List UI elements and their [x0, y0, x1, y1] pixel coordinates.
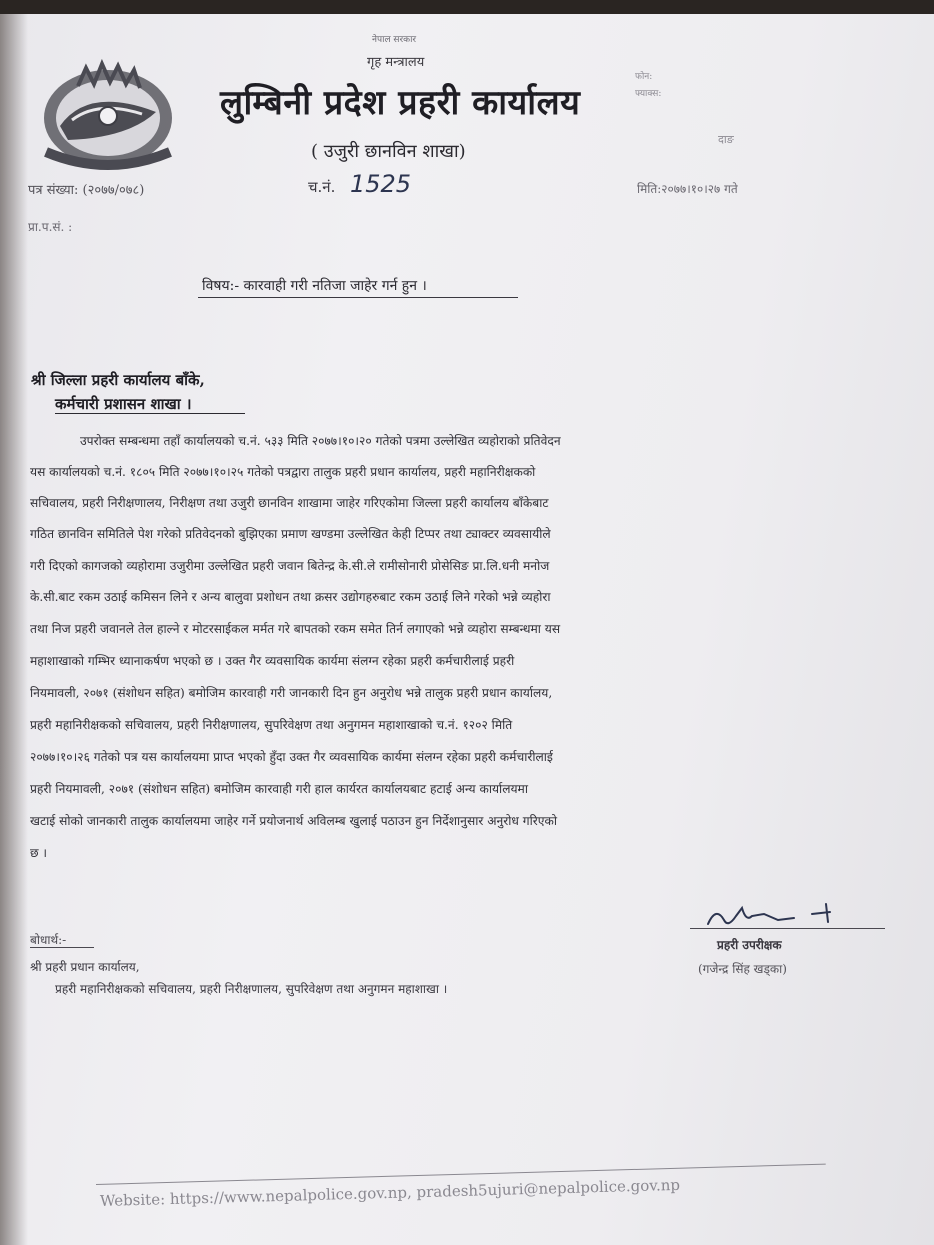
chalani-label: च.नं.	[308, 178, 336, 196]
office-title: लुम्बिनी प्रदेश प्रहरी कार्यालय	[220, 83, 581, 123]
subject-line: विषय:- कारवाही गरी नतिजा जाहेर गर्न हुन ।	[202, 278, 427, 294]
body-paragraph-line: नियमावली, २०७१ (संशोधन सहित) बमोजिम कारवाही गरी जानकारी दिन हुन अनुरोध भन्ने तालुक प्रहरी प्रधान कार्यालय,	[30, 686, 553, 700]
fax-label: फ्याक्स:	[635, 89, 662, 99]
body-paragraph-line: प्रहरी महानिरीक्षकको सचिवालय, प्रहरी निरीक्षणालय, सुपरिवेक्षण तथा अनुगमन महाशाखाको च.नं. १२०२ मिति	[30, 718, 513, 732]
body-paragraph-line: महाशाखाको गम्भिर ध्यानाकर्षण भएको छ । उक्त गैर व्यवसायिक कार्यमा संलग्न रहेका प्रहरी कर्मचारीलाई प्रहरी	[30, 654, 515, 668]
addressee-branch: कर्मचारी प्रशासन शाखा ।	[55, 395, 192, 413]
post-location: दाङ	[718, 133, 734, 146]
footer-website: Website: https://www.nepalpolice.gov.np, pradesh5ujuri@nepalpolice.gov.np	[99, 1175, 681, 1210]
page-edge-shadow	[0, 14, 28, 1245]
body-paragraph-line: छ ।	[30, 846, 48, 860]
body-paragraph-line: के.सी.बाट रकम उठाई कमिसन लिने र अन्य बालुवा प्रशोधन तथा क्रसर उद्योगहरुबाट रकम उठाई लिने गरेको भन्ने व्यहोरा	[30, 590, 551, 604]
cc-recipient-branch: प्रहरी महानिरीक्षकको सचिवालय, प्रहरी निरीक्षणालय, सुपरिवेक्षण तथा अनुगमन महाशाखा ।	[55, 982, 448, 996]
body-paragraph-line: उपरोक्त सम्बन्धमा तहाँ कार्यालयको च.नं. ५३३ मिति २०७७।१०।२० गतेको पत्रमा उल्लेखित व्यहोराको प्रतिवेदन	[80, 434, 561, 448]
subject-underline	[198, 297, 518, 298]
addressee-office: श्री जिल्ला प्रहरी कार्यालय बाँके,	[31, 371, 205, 389]
nepal-emblem-icon	[38, 56, 178, 174]
prapasa-label: प्रा.प.सं. :	[28, 220, 73, 234]
chalani-number-handwritten: 1525	[350, 170, 412, 198]
body-paragraph-line: गरी दिएको कागजको व्यहोरामा उजुरीमा उल्लेखित प्रहरी जवान बितेन्द्र के.सी.ले रामीसोनारी प्रोसेसिङ प्रा.लि.धनी मनोज	[30, 559, 550, 573]
letter-date: मिति:२०७७।१०।२७ गते	[637, 182, 738, 196]
body-paragraph-line: सचिवालय, प्रहरी निरीक्षणालय, निरीक्षण तथा उजुरी छानविन शाखामा जाहेर गरिएकोमा जिल्ला प्रहरी कार्यालय बाँकेबाट	[30, 496, 549, 510]
body-paragraph-line: प्रहरी नियमावली, २०७१ (संशोधन सहित) बमोजिम कारवाही गरी हाल कार्यरत कार्यालयबाट हटाई अन्य कार्यालयमा	[30, 782, 528, 796]
body-paragraph-line: तथा निज प्रहरी जवानले तेल हाल्ने र मोटरसाईकल मर्मत गरे बापतको रकम समेत तिर्न लगाएको भन्ने व्यहोरा सम्बन्धमा यस	[30, 622, 561, 636]
body-paragraph-line: खटाई सोको जानकारी तालुक कार्यालयमा जाहेर गर्ने प्रयोजनार्थ अविलम्ब खुलाई पठाउन हुन निर्देशानुसार अनुरोध गरिएको	[30, 814, 558, 828]
body-paragraph-line: यस कार्यालयको च.नं. १८०५ मिति २०७७।१०।२५ गतेको पत्रद्वारा तालुक प्रहरी प्रधान कार्यालय, प्रहरी महानिरीक्षकको	[30, 465, 536, 479]
ministry-name: गृह मन्त्रालय	[367, 55, 425, 70]
cc-recipient-office: श्री प्रहरी प्रधान कार्यालय,	[30, 960, 140, 974]
cc-underline	[30, 947, 94, 948]
phone-label: फोन:	[635, 72, 653, 82]
addressee-underline	[55, 413, 245, 414]
letter-page	[0, 14, 934, 1245]
cc-label: बोधार्थ:-	[30, 933, 67, 947]
government-name: नेपाल सरकार	[372, 35, 417, 45]
body-paragraph-line: गठित छानविन समितिले पेश गरेको प्रतिवेदनको बुझिएका प्रमाण खण्डमा उल्लेखित केही टिप्पर तथा ट्याक्टर व्यवसायीले	[30, 527, 551, 541]
signatory-title: प्रहरी उपरीक्षक	[717, 938, 782, 952]
signatory-name: (गजेन्द्र सिंह खड्का)	[698, 962, 787, 976]
signature-line	[690, 928, 885, 929]
body-paragraph-line: २०७७।१०।२६ गतेको पत्र यस कार्यालयमा प्राप्त भएको हुँदा उक्त गैर व्यवसायिक कार्यमा संलग्न रहेका प्रहरी कर्मचारीलाई	[30, 750, 553, 764]
branch-name: ( उजुरी छानविन शाखा)	[311, 141, 466, 162]
letter-number: पत्र संख्या: (२०७७/०७८)	[28, 183, 145, 198]
